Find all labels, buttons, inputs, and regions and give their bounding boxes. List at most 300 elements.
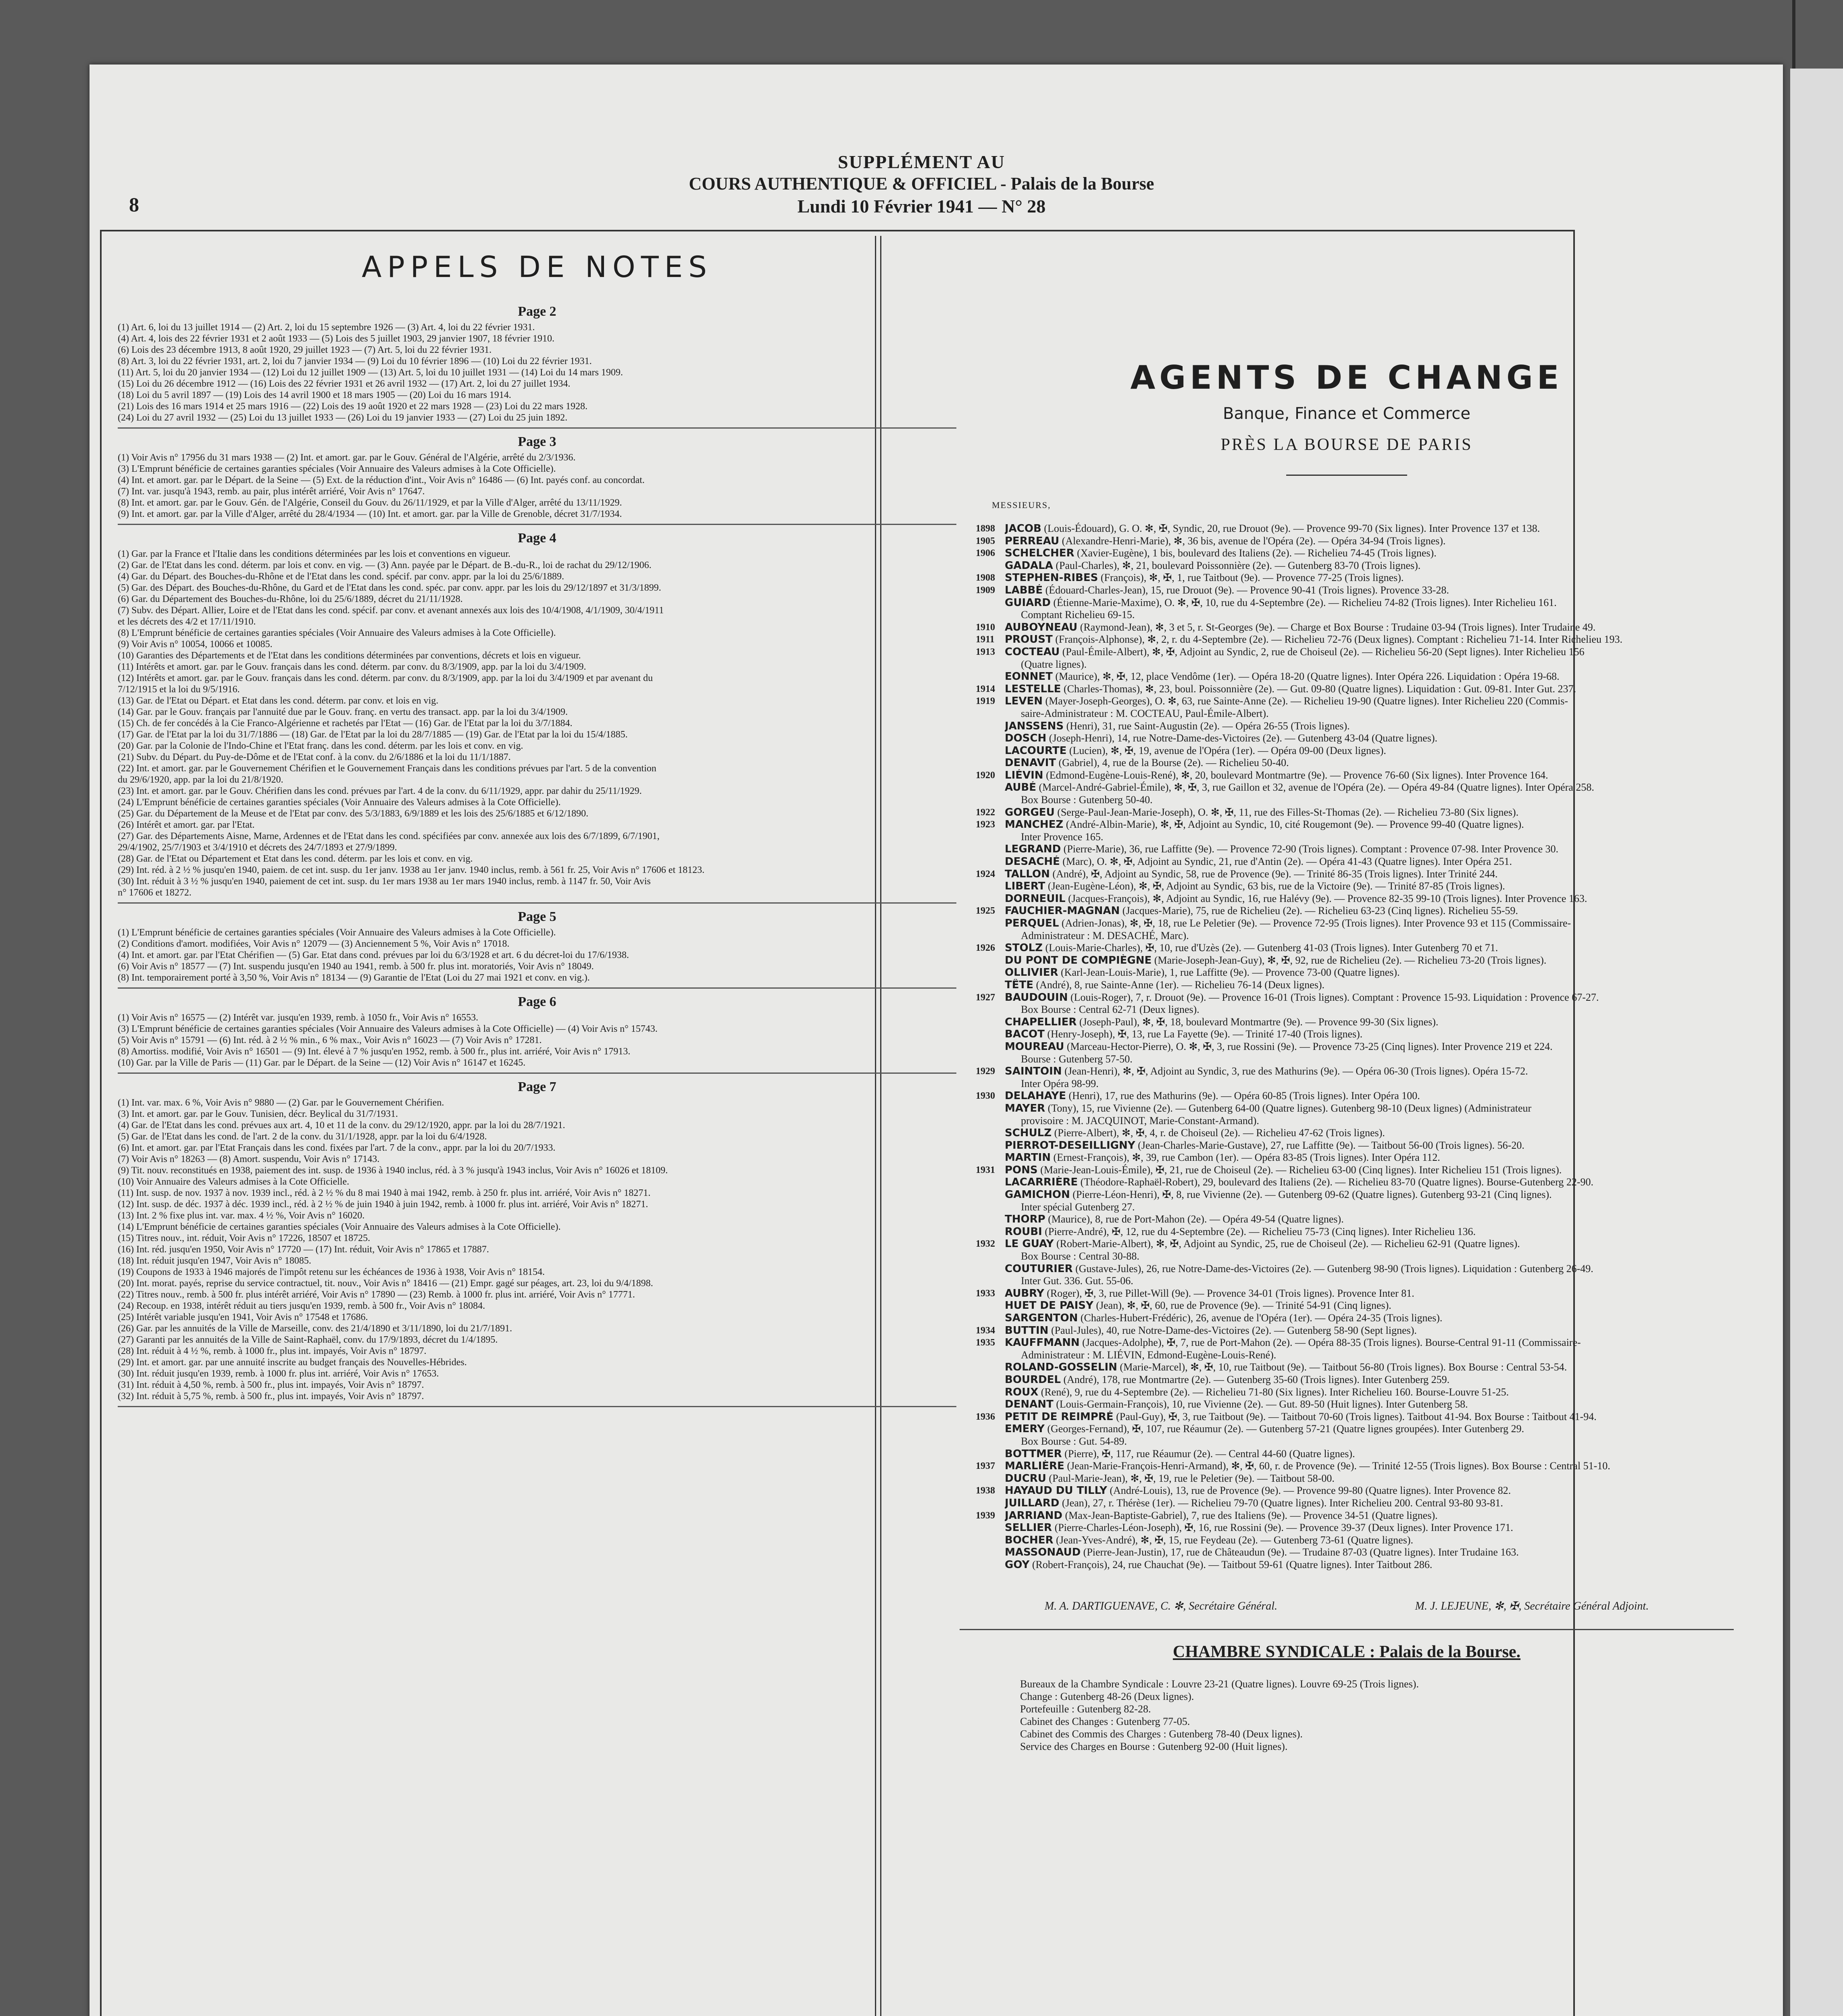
agent-row	[976, 597, 1718, 609]
agent-entry	[1005, 942, 1498, 954]
note-line: n° 17606 et 18272.	[118, 887, 192, 898]
agent-name: DELAHAYE	[1005, 1090, 1066, 1102]
note-line: (1) Gar. par la France et l'Italie dans les conditions déterminées par les lois et conventions en vigueur.	[118, 549, 511, 559]
agent-year: 1919	[976, 696, 995, 707]
agent-row	[976, 1176, 1718, 1189]
agent-name: AUBÉ	[1005, 781, 1037, 794]
agent-year: 1927	[976, 992, 995, 1003]
agent-row	[976, 646, 1718, 658]
note-line: (20) Gar. par la Colonie de l'Indo-Chine et l'Etat franç. dans les cond. déterm. par les lois et conv. en vig.	[118, 741, 523, 751]
agent-name: OLLIVIER	[1005, 966, 1058, 979]
agent-entry	[1005, 1189, 1552, 1201]
agent-row	[976, 745, 1718, 757]
agent-entry	[1005, 856, 1512, 868]
agent-details: (Paul-Guy), ✠, 3, rue Taitbout (9e). — Taitbout 70-60 (Trois lignes). Taitbout 41-94. Box Bourse : Taitbout 41-94.	[1116, 1410, 1597, 1422]
agent-details: (Louis-Édouard), G. O. ✻, ✠, Syndic, 20, rue Drouot (9e). — Provence 99-70 (Six lignes). Inter Provence 137 et 138.	[1044, 523, 1540, 534]
agent-details: (André), 178, rue Montmartre (2e). — Gutenberg 35-60 (Trois lignes). Inter Gutenberg 259.	[1063, 1373, 1450, 1385]
note-line: (6) Lois des 23 décembre 1913, 8 août 1920, 29 juillet 1923 — (7) Art. 5, loi du 22 février 1931.	[118, 345, 492, 355]
agent-details: (Marceau-Hector-Pierre), O. ✻, ✠, 3, rue Rossini (9e). — Provence 73-25 (Cinq lignes). Inter Provence 219 et 224.	[1066, 1040, 1553, 1052]
agent-name: HUET DE PAISY	[1005, 1300, 1093, 1312]
agent-year	[976, 1189, 1005, 1201]
note-line: (7) Subv. des Départ. Allier, Loire et de l'Etat dans les cond. spécif. par conv. et avenant annexés aux lois des 10/4/1908, 4/1/1909, 30/4/1911	[118, 605, 664, 616]
agent-year	[976, 930, 1005, 942]
agent-details: (François-Alphonse), ✻, 2, r. du 4-Septembre (2e). — Richelieu 72-76 (Deux lignes). Comptant : Richelieu 71-14. Inter Richelieu 193.	[1055, 633, 1622, 646]
agent-name: GADALA	[1005, 559, 1053, 572]
note-line: (21) Subv. du Départ. du Puy-de-Dôme et de l'Etat conf. à la conv. du 2/6/1886 et la loi du 11/1/1887.	[118, 752, 511, 762]
note-line: (4) Gar. du Départ. des Bouches-du-Rhône et de l'Etat dans les cond. spécif. par conv. appr. par la loi du 25/6/1889.	[118, 571, 564, 582]
secretary-adjoint: M. J. LEJEUNE, ✻, ✠, Secrétaire Général Adjoint.	[1415, 1600, 1649, 1613]
agent-details: (Louis-Germain-François), 10, rue Vivienne (2e). — Gut. 89-50 (Huit lignes). Inter Gutenberg 58.	[1056, 1398, 1468, 1410]
agent-row	[976, 535, 1718, 548]
agent-details: (Édouard-Charles-Jean), 15, rue Drouot (9e). — Provence 90-41 (Trois lignes). Provence 33-28.	[1045, 584, 1449, 596]
agent-entry	[1005, 572, 1404, 584]
note-line: (8) Art. 3, loi du 22 février 1931, art. 2, loi du 7 janvier 1934 — (9) Loi du 10 février 1896 — (10) Loi du 22 février 1931.	[118, 356, 592, 367]
agent-year	[976, 1041, 1005, 1053]
agent-year	[976, 1361, 1005, 1374]
agent-entry	[1005, 683, 1576, 696]
agent-year	[976, 1201, 1005, 1214]
agent-year: 1905	[976, 535, 995, 546]
agent-year	[976, 1300, 1005, 1312]
agent-entry	[1005, 1213, 1344, 1226]
agent-name: DESACHÉ	[1005, 856, 1060, 868]
agent-entry	[1005, 794, 1153, 806]
note-line: (6) Voir Avis n° 18577 — (7) Int. suspendu jusqu'en 1940 au 1941, remb. à 500 fr. plus int. moratoriés, Voir Avis n° 18049.	[118, 961, 594, 972]
agent-year: 1929	[976, 1066, 995, 1077]
agent-year	[976, 1127, 1005, 1139]
notes-sections	[118, 304, 956, 1407]
section-title: Page 6	[518, 994, 556, 1009]
agent-entry	[1005, 757, 1289, 769]
agent-year: 1931	[976, 1164, 995, 1175]
agent-details: Box Bourse : Gutenberg 50-40.	[1021, 794, 1153, 806]
agent-year: 1923	[976, 819, 995, 830]
agent-details: (Marie-Joseph-Jean-Guy), ✻, ✠, 92, rue de Richelieu (2e). — Richelieu 73-20 (Trois lignes).	[1154, 954, 1547, 966]
chambre-title: CHAMBRE SYNDICALE : Palais de la Bourse.	[1172, 1643, 1521, 1662]
agent-details: (Jean-Yves-André), ✻, ✠, 15, rue Feydeau (2e). — Gutenberg 73-61 (Quatre lignes).	[1056, 1534, 1413, 1546]
agent-name: HAYAUD DU TILLY	[1005, 1485, 1107, 1497]
agent-year	[976, 1004, 1005, 1016]
note-line: (26) Intérêt et amort. gar. par l'Etat.	[118, 820, 255, 830]
agent-name: MANCHEZ	[1005, 818, 1064, 831]
agent-name: AUBRY	[1005, 1287, 1044, 1300]
note-line: du 29/6/1920, app. par la loi du 21/8/1920.	[118, 775, 283, 785]
note-line: (25) Gar. du Département de la Meuse et de l'Etat par conv. des 5/3/1883, 6/9/1889 et les lois des 25/6/1885 et 6/12/1890.	[118, 808, 589, 819]
agent-row	[976, 1201, 1718, 1214]
agent-details: (Paul-Jules), 40, rue Notre-Dame-des-Victoires (2e). — Gutenberg 58-90 (Sept lignes).	[1051, 1324, 1417, 1336]
section-title: Page 4	[518, 531, 556, 546]
agent-year: 1913	[976, 646, 995, 657]
agent-name: JANSSENS	[1005, 720, 1064, 732]
agent-row	[976, 1226, 1718, 1238]
agent-details: (Adrien-Jonas), ✻, ✠, 18, rue Le Peletier (9e). — Provence 72-95 (Trois lignes). Inter Provence 93 et 115 (Commissaire-	[1061, 917, 1571, 929]
agent-row	[976, 769, 1718, 782]
agent-entry	[1005, 1312, 1442, 1325]
agent-details: (Xavier-Eugène), 1 bis, boulevard des Italiens (2e). — Richelieu 74-45 (Trois lignes).	[1077, 547, 1437, 559]
agent-details: (Roger), ✠, 3, rue Pillet-Will (9e). — Provence 34-01 (Trois lignes). Provence Inter 81.	[1047, 1287, 1414, 1299]
agent-row	[976, 806, 1718, 819]
agent-year: 1926	[976, 943, 995, 954]
chambre-line: Cabinet des Commis des Charges : Gutenberg 78-40 (Deux lignes).	[1020, 1728, 1303, 1740]
note-line: (19) Coupons de 1933 à 1946 majorés de l'impôt retenu sur les échéances de 1936 à 1938, Voir Avis n° 18154.	[118, 1267, 545, 1277]
agent-year	[976, 1053, 1005, 1066]
note-line: (7) Voir Avis n° 18263 — (8) Amort. suspendu, Voir Avis n° 17143.	[118, 1154, 380, 1164]
appels-de-notes-column	[118, 250, 956, 1413]
note-line: (7) Int. var. jusqu'à 1943, remb. au pair, plus intérêt arriéré, Voir Avis n° 17647.	[118, 486, 425, 497]
agent-entry	[1005, 1325, 1417, 1337]
note-line: (20) Int. morat. payés, reprise du service contractuel, tit. nouv., Voir Avis n° 18416 — (21) Empr. gagé sur péages, art. 23, loi du 9/4/1898.	[118, 1278, 653, 1289]
agent-year	[976, 1374, 1005, 1386]
agent-details: (Edmond-Eugène-Louis-René), ✻, 20, boulevard Montmartre (9e). — Provence 76-60 (Six lignes). Inter Provence 164.	[1046, 769, 1548, 781]
supplement-title: SUPPLÉMENT AU	[838, 152, 1005, 172]
agent-name: JACOB	[1005, 523, 1041, 535]
agent-name: CHAPELLIER	[1005, 1016, 1077, 1028]
note-line: (24) L'Emprunt bénéficie de certaines garanties spéciales (Voir Annuaire des Valeurs admises à la Cote Officielle).	[118, 797, 561, 808]
agent-row	[976, 584, 1718, 597]
agent-name: MAYER	[1005, 1102, 1045, 1114]
agent-year: 1906	[976, 548, 995, 559]
agent-row	[976, 1287, 1718, 1300]
note-line: (2) Gar. de l'Etat dans les cond. déterm. par lois et conv. en vig. — (3) Ann. payée par le Départ. de B.-du-R., loi de rachat du 29/12/1906.	[118, 560, 652, 571]
agent-details: (Pierre-Jean-Justin), 17, rue de Châteaudun (9e). — Trudaine 87-03 (Quatre lignes). Inter Trudaine 163.	[1083, 1546, 1519, 1558]
agent-row	[976, 1423, 1718, 1435]
agent-details: (Alexandre-Henri-Marie), ✻, 36 bis, avenue de l'Opéra (2e). — Opéra 34-94 (Trois lignes).	[1062, 535, 1446, 547]
agent-year	[976, 1139, 1005, 1152]
agent-details: (André), 8, rue Sainte-Anne (1er). — Richelieu 76-14 (Deux lignes).	[1036, 979, 1324, 991]
note-line: (6) Gar. du Département des Bouches-du-Rhône, loi du 25/6/1889, décret du 21/11/1928.	[118, 594, 463, 604]
agent-row	[976, 1435, 1718, 1448]
agent-details: (Charles-Thomas), ✻, 23, boul. Poissonnière (2e). — Gut. 09-80 (Quatre lignes). Liquidation : Gut. 09-81. Inter Gut. 237.	[1063, 683, 1576, 695]
agent-year	[976, 745, 1005, 757]
agent-row	[976, 1337, 1718, 1349]
agent-details: Box Bourse : Central 62-71 (Deux lignes).	[1021, 1004, 1200, 1016]
agent-details: (Maurice), 8, rue de Port-Mahon (2e). — Opéra 49-54 (Quatre lignes).	[1048, 1213, 1344, 1225]
note-line: (12) Intérêts et amort. gar. par le Gouv. français dans les cond. déterm. par conv. du 8/3/1909, app. par la loi du 3/4/1909 et par avenant du	[118, 673, 653, 683]
agent-row	[976, 991, 1718, 1004]
agent-entry	[1005, 930, 1189, 942]
note-line: (8) L'Emprunt bénéficie de certaines garanties spéciales (Voir Annuaire des Valeurs admises à la Cote Officielle).	[118, 628, 556, 638]
agent-details: (Serge-Paul-Jean-Marie-Joseph), O. ✻, ✠, 11, rue des Filles-St-Thomas (2e). — Richelieu 73-80 (Six lignes).	[1057, 806, 1519, 818]
agent-row	[976, 1534, 1718, 1547]
agent-entry	[1005, 1448, 1355, 1460]
agent-details: (Raymond-Jean), ✻, 3 et 5, r. St-Georges (9e). — Charge et Box Bourse : Trudaine 03-94 (Trois lignes). Inter Trudaine 49.	[1080, 621, 1596, 633]
agent-entry	[1005, 1004, 1200, 1016]
note-line: (4) Art. 4, lois des 22 février 1931 et 2 août 1933 — (5) Lois des 5 juillet 1903, 29 janvier 1907, 18 février 1910.	[118, 333, 555, 344]
note-line: (21) Lois des 16 mars 1914 et 25 mars 1916 — (22) Lois des 19 août 1920 et 22 mars 1928 — (23) Loi du 22 mars 1928.	[118, 401, 588, 412]
agent-name: BOTTMER	[1005, 1447, 1062, 1460]
agent-year	[976, 880, 1005, 893]
agent-entry	[1005, 781, 1594, 794]
note-line: (4) Int. et amort. gar. par l'Etat Chérifien — (5) Gar. Etat dans cond. prévues par loi du 6/3/1928 et art. 6 du décret-loi du 17/6/1938.	[118, 950, 629, 960]
note-line: (11) Art. 5, loi du 20 janvier 1934 — (12) Loi du 12 juillet 1909 — (13) Art. 5, loi du 10 juillet 1931 — (14) Loi du 14 mars 1909.	[118, 367, 623, 378]
agent-entry	[1005, 523, 1540, 535]
agent-row	[976, 1004, 1718, 1016]
agent-year: 1909	[976, 585, 995, 596]
agent-name: FAUCHIER-MAGNAN	[1005, 905, 1120, 917]
agent-row	[976, 1361, 1718, 1374]
agent-row	[976, 1078, 1718, 1090]
agent-entry	[1005, 1534, 1413, 1547]
chambre-line: Change : Gutenberg 48-26 (Deux lignes).	[1020, 1691, 1194, 1703]
note-line: (11) Intérêts et amort. gar. par le Gouv. français dans les cond. déterm. par conv. du 8/3/1909, app. par la loi du 3/4/1909.	[118, 662, 586, 672]
agent-row	[976, 1325, 1718, 1337]
note-line: (1) L'Emprunt bénéficie de certaines garanties spéciales (Voir Annuaire des Valeurs admises à la Cote Officielle).	[118, 927, 556, 938]
agent-row	[976, 683, 1718, 696]
agent-entry	[1005, 880, 1505, 893]
agent-details: (Maurice), ✻, ✠, 12, place Vendôme (1er). — Opéra 18-20 (Quatre lignes). Inter Opéra 226. Liquidation : Opéra 19-68.	[1055, 671, 1560, 683]
agent-entry	[1005, 806, 1518, 819]
agent-row	[976, 1152, 1718, 1164]
agent-entry	[1005, 633, 1622, 646]
agent-name: LACOURTE	[1005, 744, 1067, 757]
agent-name: STEPHEN-RIBES	[1005, 572, 1098, 584]
agent-entry	[1005, 1510, 1438, 1522]
note-line: (13) Gar. de l'Etat ou Départ. et Etat dans les cond. déterm. par conv. et lois en vig.	[118, 696, 439, 706]
agent-row	[976, 966, 1718, 979]
agent-details: (Robert-François), 24, rue Chauchat (9e). — Taitbout 59-61 (Quatre lignes). Inter Taitbout 286.	[1032, 1558, 1433, 1570]
note-line: (10) Voir Annuaire des Valeurs admises à la Cote Officielle.	[118, 1177, 350, 1187]
note-line: (18) Int. réduit jusqu'en 1947, Voir Avis n° 18085.	[118, 1256, 311, 1266]
agent-year: 1924	[976, 868, 995, 879]
agent-row	[976, 1016, 1718, 1029]
agents-subtitle: Banque, Finance et Commerce	[1223, 404, 1470, 423]
agent-name: JARRIAND	[1005, 1509, 1062, 1522]
agent-name: TÊTE	[1005, 979, 1033, 991]
agent-entry	[1005, 1201, 1135, 1214]
agent-year: 1932	[976, 1239, 995, 1250]
agent-row	[976, 1275, 1718, 1287]
chambre-line: Portefeuille : Gutenberg 82-28.	[1020, 1703, 1151, 1715]
agent-details: Box Bourse : Gut. 54-89.	[1021, 1435, 1127, 1447]
agent-entry	[1005, 1374, 1449, 1386]
agent-year	[976, 1016, 1005, 1029]
note-line: (1) Voir Avis n° 17956 du 31 mars 1938 — (2) Int. et amort. gar. par le Gouv. Général de l'Algérie, arrêté du 2/3/1936.	[118, 452, 576, 463]
agent-name: LE GUAY	[1005, 1238, 1054, 1250]
agent-name: SARGENTON	[1005, 1312, 1078, 1324]
agent-year	[976, 1423, 1005, 1435]
secretaries	[976, 1599, 1718, 1613]
agent-year	[976, 1250, 1005, 1263]
agent-year: 1908	[976, 573, 995, 583]
agent-year: 1914	[976, 683, 995, 694]
agent-name: EMERY	[1005, 1423, 1045, 1435]
agent-row	[976, 942, 1718, 954]
agent-entry	[1005, 584, 1449, 597]
chambre-line: Bureaux de la Chambre Syndicale : Louvre 23-21 (Quatre lignes). Louvre 69-25 (Trois lignes).	[1020, 1678, 1419, 1690]
agent-row	[976, 1398, 1718, 1411]
agent-entry	[1005, 1435, 1127, 1448]
note-line: (24) Loi du 27 avril 1932 — (25) Loi du 13 juillet 1933 — (26) Loi du 19 janvier 1933 — (27) Loi du 25 juin 1892.	[118, 412, 568, 423]
agent-details: (Ernest-François), ✻, 39, rue Cambon (1er). — Opéra 83-85 (Trois lignes). Inter Opéra 112.	[1053, 1152, 1440, 1164]
agent-details: saire-Administrateur : M. COCTEAU, Paul-Émile-Albert).	[1021, 707, 1269, 719]
agent-row	[976, 930, 1718, 942]
note-line: (8) Int. temporairement porté à 3,50 %, Voir Avis n° 18134 — (9) Garantie de l'Etat (Loi du 27 mai 1921 et conv. en vig.).	[118, 973, 590, 983]
agent-details: (Jacques-François), ✻, Adjoint au Syndic, 16, rue Halévy (9e). — Provence 82-35 99-10 (Trois lignes). Inter Provence 163.	[1068, 892, 1587, 904]
agent-row	[976, 560, 1718, 572]
agent-entry	[1005, 1398, 1468, 1411]
agent-details: (René), 9, rue du 4-Septembre (2e). — Richelieu 71-80 (Six lignes). Inter Richelieu 160. Bourse-Louvre 51-25.	[1041, 1386, 1509, 1398]
agent-year	[976, 1349, 1005, 1362]
agent-year: 1937	[976, 1461, 995, 1472]
agent-year	[976, 560, 1005, 572]
agent-entry	[1005, 1127, 1385, 1139]
agent-year	[976, 1213, 1005, 1226]
note-line: (30) Int. réduit à 3 ½ % jusqu'en 1940, paiement de cet int. susp. du 1er mars 1938 au 1er mars 1940 inclus, remb. à 1147 fr. 50, Voir Avis	[118, 876, 651, 887]
agent-year	[976, 1534, 1005, 1547]
agent-name: THORP	[1005, 1213, 1045, 1226]
agent-details: (Paul-Charles), ✻, 21, boulevard Poissonnière (2e). — Gutenberg 83-70 (Trois lignes).	[1056, 559, 1421, 571]
section-title: Page 3	[518, 434, 556, 449]
agent-name: ROUX	[1005, 1386, 1039, 1398]
agent-details: (Jean), 27, r. Thérèse (1er). — Richelieu 79-70 (Quatre lignes). Inter Richelieu 200. Central 93-80 93-81.	[1062, 1497, 1503, 1509]
agent-entry	[1005, 1522, 1513, 1534]
agent-details: (Louis-Roger), 7, r. Drouot (9e). — Provence 16-01 (Trois lignes). Comptant : Provence 15-93. Liquidation : Provence 67-27.	[1070, 991, 1599, 1003]
agent-year	[976, 843, 1005, 856]
agent-name: KAUFFMANN	[1005, 1337, 1080, 1349]
note-line: et les décrets des 4/2 et 17/11/1910.	[118, 616, 256, 627]
note-line: (11) Int. susp. de nov. 1937 à nov. 1939 incl., réd. à 2 ½ % du 8 mai 1940 à mai 1942, remb. à 250 fr. plus int. arriéré, Voir Avis n° 18271.	[118, 1188, 651, 1198]
agent-details: (Henri), 31, rue Saint-Augustin (2e). — Opéra 26-55 (Trois lignes).	[1066, 720, 1350, 732]
note-line: (5) Gar. de l'Etat dans les cond. de l'art. 2 de la conv. du 31/1/1928, appr. par la loi du 6/4/1928.	[118, 1131, 487, 1142]
agent-name: BOURDEL	[1005, 1373, 1061, 1386]
agent-row	[976, 954, 1718, 967]
note-line: (26) Gar. par les annuités de la Ville de Marseille, conv. des 21/4/1890 et 3/11/1890, loi du 21/7/1891.	[118, 1323, 512, 1334]
agent-year	[976, 1546, 1005, 1559]
note-line: (15) Titres nouv., int. réduit, Voir Avis n° 17226, 18507 et 18725.	[118, 1233, 371, 1243]
agent-entry	[1005, 1460, 1610, 1472]
secretary-general: M. A. DARTIGUENAVE, C. ✻, Secrétaire Général.	[1044, 1600, 1278, 1613]
agent-year	[976, 781, 1005, 794]
note-line: (8) Int. et amort. gar. par le Gouv. Gén. de l'Algérie, Conseil du Gouv. du 26/11/1929, et par la Ville d'Alger, arrêté du 13/11/1929.	[118, 498, 622, 508]
agent-entry	[1005, 1546, 1519, 1559]
agent-details: (Charles-Hubert-Frédéric), 26, avenue de l'Opéra (1er). — Opéra 24-35 (Trois lignes).	[1080, 1312, 1443, 1324]
agent-details: (Pierre-Marie), 36, rue Laffitte (9e). — Provence 72-90 (Trois lignes). Comptant : Provence 07-98. Inter Provence 30.	[1063, 843, 1559, 855]
agent-details: (Théodore-Raphaël-Robert), 29, boulevard des Italiens (2e). — Richelieu 83-70 (Quatre lignes). Bourse-Gutenberg 22-90.	[1080, 1176, 1594, 1188]
agent-name: EONNET	[1005, 671, 1053, 683]
agent-name: DENAVIT	[1005, 757, 1056, 769]
note-line: (3) L'Emprunt bénéficie de certaines garanties spéciales (Voir Annuaire des Valeurs admises à la Cote Officielle) — (4) Voir Avis n° 15743.	[118, 1024, 658, 1034]
agent-entry	[1005, 979, 1324, 991]
agent-name: MOUREAU	[1005, 1040, 1064, 1053]
agent-entry	[1005, 1472, 1335, 1485]
agent-details: (Paul-Émile-Albert), ✻, ✠, Adjoint au Syndic, 2, rue de Choiseul (2e). — Richelieu 56-20 (Sept lignes). Inter Richelieu 156	[1062, 646, 1585, 658]
agent-details: (Mayer-Joseph-Georges), O. ✻, 63, rue Sainte-Anne (2e). — Richelieu 19-90 (Quatre lignes). Inter Richelieu 220 (Commis-	[1045, 695, 1568, 707]
note-line: (10) Garanties des Départements et de l'Etat dans les conditions déterminées par conventions, décrets et lois en vigueur.	[118, 650, 581, 661]
agent-name: BAUDOUIN	[1005, 991, 1068, 1004]
agent-entry	[1005, 671, 1560, 683]
note-line: (16) Int. réd. jusqu'en 1950, Voir Avis n° 17720 — (17) Int. réduit, Voir Avis n° 17865 et 17887.	[118, 1244, 489, 1255]
agent-details: (Jean-Henri), ✻, ✠, Adjoint au Syndic, 3, rue des Mathurins (9e). — Opéra 06-30 (Trois lignes). Opéra 15-72.	[1064, 1065, 1528, 1077]
agent-row	[976, 1065, 1718, 1078]
agent-name: PIERROT-DESEILLIGNY	[1005, 1139, 1135, 1152]
agent-row	[976, 818, 1718, 831]
agent-row	[976, 1411, 1718, 1423]
agent-name: MARLIÈRE	[1005, 1460, 1064, 1472]
agent-entry	[1005, 1423, 1524, 1435]
agent-year	[976, 1522, 1005, 1534]
note-line: (1) Art. 6, loi du 13 juillet 1914 — (2) Art. 2, loi du 15 septembre 1926 — (3) Art. 4, loi du 22 février 1931.	[118, 322, 535, 333]
agent-details: (Pierre-Léon-Henri), ✠, 8, rue Vivienne (2e). — Gutenberg 09-62 (Quatre lignes). Gutenberg 93-21 (Cinq lignes).	[1072, 1189, 1552, 1201]
agent-name: SAINTOIN	[1005, 1065, 1062, 1078]
agent-details: Inter Provence 165.	[1021, 831, 1104, 843]
note-line: (14) L'Emprunt bénéficie de certaines garanties spéciales (Voir Annuaire des Valeurs admises à la Cote Officielle).	[118, 1222, 561, 1232]
note-line: (18) Loi du 5 avril 1897 — (19) Lois des 14 avril 1900 et 18 mars 1905 — (20) Loi du 16 mars 1914.	[118, 390, 511, 400]
agent-name: JUILLARD	[1005, 1497, 1060, 1509]
agent-row	[976, 1238, 1718, 1250]
agent-details: Administrateur : M. DESACHÉ, Marc).	[1021, 929, 1189, 941]
agent-year: 1910	[976, 622, 995, 633]
agent-year	[976, 720, 1005, 733]
agent-entry	[1005, 1226, 1476, 1238]
agent-details: provisoire : M. JACQUINOT, Marie-Constant-Armand).	[1021, 1114, 1259, 1127]
agent-entry	[1005, 732, 1437, 745]
agent-year: 1939	[976, 1510, 995, 1521]
agent-details: (Quatre lignes).	[1021, 658, 1087, 670]
note-line: (17) Gar. de l'Etat par la loi du 31/7/1886 — (18) Gar. de l'Etat par la loi du 28/7/1885 — (19) Gar. de l'Etat par la loi du 15/4/1885.	[118, 729, 628, 740]
agent-entry	[1005, 1337, 1581, 1349]
agent-name: BACOT	[1005, 1028, 1045, 1041]
agent-row	[976, 843, 1718, 856]
agent-name: DU PONT DE COMPIÈGNE	[1005, 954, 1152, 966]
agent-entry	[1005, 745, 1386, 757]
agent-year	[976, 979, 1005, 991]
agent-entry	[1005, 1139, 1524, 1152]
agent-details: (Jean-Marie-François-Henri-Armand), ✻, ✠, 60, r. de Provence (9e). — Trinité 12-55 (Trois lignes). Box Bourse : Central 51-10.	[1067, 1460, 1610, 1472]
agent-row	[976, 1497, 1718, 1510]
note-line: (1) Voir Avis n° 16575 — (2) Intérêt var. jusqu'en 1939, remb. à 1050 fr., Voir Avis n° 16553.	[118, 1012, 479, 1023]
agent-details: (Max-Jean-Baptiste-Gabriel), 7, rue des Italiens (9e). — Provence 34-51 (Quatre lignes).	[1065, 1509, 1438, 1521]
agent-row	[976, 1028, 1718, 1041]
notes-section	[118, 531, 956, 904]
agent-row	[976, 1127, 1718, 1139]
agent-year: 1922	[976, 807, 995, 818]
note-line: (14) Gar. par le Gouv. français par l'annuité due par le Gouv. franç. en vertu des transact. app. par la loi du 3/4/1909.	[118, 707, 568, 717]
agent-row	[976, 1448, 1718, 1460]
note-line: (6) Int. et amort. gar. par l'Etat Français dans les cond. fixées par l'art. 7 de la conv., appr. par la loi du 20/7/1933.	[118, 1143, 556, 1153]
agent-entry	[1005, 893, 1587, 905]
agent-row	[976, 1164, 1718, 1177]
agent-year	[976, 831, 1005, 843]
agent-year	[976, 708, 1005, 720]
agent-year	[976, 954, 1005, 967]
agent-year	[976, 1102, 1005, 1115]
agent-entry	[1005, 1386, 1509, 1399]
agent-entry	[1005, 831, 1103, 843]
agent-name: MASSONAUD	[1005, 1546, 1081, 1559]
agent-details: (Jacques-Adolphe), ✠, 7, rue de Port-Mahon (2e). — Opéra 88-35 (Trois lignes). Bourse-Central 91-11 (Commissaire-	[1082, 1337, 1581, 1349]
agent-row	[976, 1300, 1718, 1312]
agent-name: LIBERT	[1005, 880, 1045, 893]
agent-row	[976, 1041, 1718, 1053]
agent-row	[976, 905, 1718, 917]
agent-row	[976, 658, 1718, 671]
agent-row	[976, 1189, 1718, 1201]
note-line: (15) Loi du 26 décembre 1912 — (16) Lois des 22 février 1931 et 26 avril 1932 — (17) Art. 2, loi du 27 juillet 1934.	[118, 379, 571, 389]
agent-name: PERQUEL	[1005, 917, 1059, 929]
agent-year	[976, 1448, 1005, 1460]
agent-details: (Joseph-Paul), ✻, ✠, 18, boulevard Montmartre (9e). — Provence 99-30 (Six lignes).	[1079, 1016, 1439, 1028]
agent-name: PROUST	[1005, 633, 1053, 646]
agent-row	[976, 609, 1718, 621]
agent-year	[976, 1312, 1005, 1325]
agent-row	[976, 1386, 1718, 1399]
agent-year	[976, 856, 1005, 868]
agent-list	[976, 523, 1718, 1571]
note-line: (3) L'Emprunt bénéficie de certaines garanties spéciales (Voir Annuaire des Valeurs admises à la Cote Officielle).	[118, 464, 556, 474]
agent-row	[976, 633, 1718, 646]
agent-year	[976, 893, 1005, 905]
agent-details: (Georges-Fernand), ✠, 107, rue Réaumur (2e). — Gutenberg 57-21 (Quatre lignes groupées). Inter Gutenberg 29.	[1047, 1423, 1524, 1435]
